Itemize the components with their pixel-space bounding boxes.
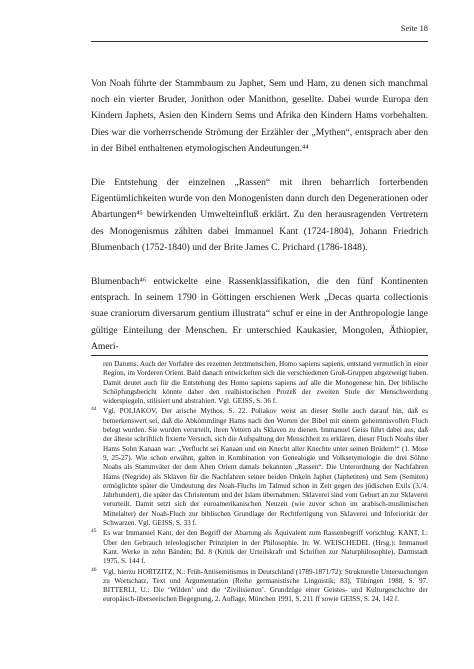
footnote-mark: 45 — [91, 528, 97, 535]
footnote-44 — [91, 407, 428, 528]
footnote-text: Vgl. POLIAKOV, Der arische Mythos, S. 22. Poliakov weist an dieser Stelle auch darauf hin, daß es bemerkenswert sei, daß die Abkömmlinge Hams nach den Worten der Bibel mit einem geheimnisvollen Fluch belegt wurden. Sie wurden verurteilt, ihren Vettern als Sklaven zu dienen. Immanuel Geiss führt dabei aus, daß der älteste schriftlich fixierte Versuch, sich die Aufspaltung der Menschheit zu erklären, dieser Fluch Noahs über Hams Sohn Kanaan war: „Verflucht sei Kanaan und ein Knecht aller Knechte unter seinen Brüdern!“ (1. Mose 9, 25-27). Wie schon erwähnt, galten in Kombination von Genealogie und Volksetymologie die drei Söhne Noahs als Stammväter der dem Alten Orient damals bekannten „Rassen“. Die Unterordnung der Nachfahren Hams (Negride) als Sklaven für die Nachfahren seiner beiden Onkeln Japhet (Japhetiten) und Sem (Semiten) ermöglichte später die Umdeutung des Noah-Fluchs im Talmud schon in Zeit gegen des jüdischen Exils (3./4. Jahrhundert), die später das Christentum und der Islam übernahmen: Sklaverei sind vom Geburt an zur Sklaverei verurteilt. Damit setzt sich der euroamerikanischen Neuzeit (wie zuvor schon im arabisch-muslimischen Mittelalter) der Noah-Fluch zur biblischen Grundlage der Rechtfertigung von Sklaverei und Inferiorität der Schwarzen. Vgl. GEISS, S. 33 f. — [103, 407, 428, 528]
page-header — [91, 22, 428, 42]
footnote-text: ren Datums. Auch der Vorfahre des rezenten Jetztmenschen, Homo sapiens sapiens, entstand vermutlich in einer Region, im Vorderen Orient. Bald danach entwickelten sich die verschiedenen Groß-Gruppen abgezweigt haben. Damit deutet auch für die Entstehung des Homo sapiens sapiens auf alle die Monogenese hin. Der biblische Schöpfungsbericht könnte daher den realhistorischen Prozeß der zweiten Stufe der Menschwerdung widerspiegeln, stilisiert und abstrahiert. Vgl. GEISS, S. 36 f. — [103, 360, 428, 406]
body-text — [91, 76, 428, 373]
paragraph: Die Entstehung der einzelnen „Rassen“ mit ihren beharrlich forterbenden Eigentümlichkeiten wurde von den Monogenisten dann durch den Degenerationen oder Abartungen⁴⁵ bewirkenden Umwelteinfluß erklärt. Zu den herausragenden Vertretern des Monogenismus zählten dabei Immanuel Kant (1724-1804), Johann Friedrich Blumenbach (1752-1840) und der Brite James C. Prichard (1786-1848). — [91, 177, 428, 253]
footnote-46 — [91, 568, 428, 605]
footnote-text: Vgl. hierzu HORTZITZ, N.: Früh-Antisemitismus in Deutschland (1789-1871/72): Strukturelle Untersuchungen zu Wortschatz, Text und Argumentation (Reihe germanistische Linguistik; 83), Tübingen 1988, S. 97. BITTERLI, U.: Die ‘Wilden’ und die ‘Zivilisierten’. Grundzüge einer Geistes- und Kulturgeschichte der europäisch-überseeischen Begegnung, 2. Auflage, München 1991, S. 211 ff sowie GEISS, S. 24, 142 f. — [103, 567, 428, 604]
footnote-mark: 46 — [91, 566, 97, 573]
footnote-continuation — [91, 360, 428, 406]
page-number: Seite 18 — [400, 24, 428, 33]
footnote-divider — [91, 355, 428, 356]
paragraph: Blumenbach⁴⁶ entwickelte eine Rassenklassifikation, die den fünf Kontinenten entsprach. In seinem 1790 in Göttingen erschienen Werk „Decas quarta collectionis suae craniorum diversarum gentium illustrata“ schuf er eine in der Anthropologie lange gültige Einteilung der Menschen. Er unterschied Kaukasier, Mongolen, Äthiopier, Ameri- — [91, 276, 428, 352]
footnote-text: Es war Immanuel Kant, der den Begriff der Abartung als Äquivalent zum Rassenbegriff vorschlug. KANT, I.: Über den Gebrauch teleologischer Prinzipien in der Philosophie. In: W. WEISCHEDEL (Hrsg.): Immanuel Kant. Werke in zehn Bänden; Bd. 8 (Kritik der Urteilskraft und Schriften zur Naturphilosophie), Darmstadt 1975, S. 144 f. — [103, 529, 428, 566]
footnote-mark: 44 — [91, 406, 97, 413]
footnotes — [91, 360, 428, 606]
paragraph: Von Noah führte der Stammbaum zu Japhet, Sem und Ham, zu denen sich manchmal noch ein vierter Bruder, Jonithon oder Manithon, gesellte. Dabei wurde Europa den Kindern Japhets, Asien den Kindern Sems und Afrika den Kindern Hams vorbehalten. Dies war die vorherrschende Strömung der Erzähler der „Mythen“, entsprach aber den in der Bibel enthaltenen etymologischen Andeutungen.⁴⁴ — [91, 78, 428, 154]
header-rule — [91, 41, 428, 42]
footnote-45 — [91, 529, 428, 566]
